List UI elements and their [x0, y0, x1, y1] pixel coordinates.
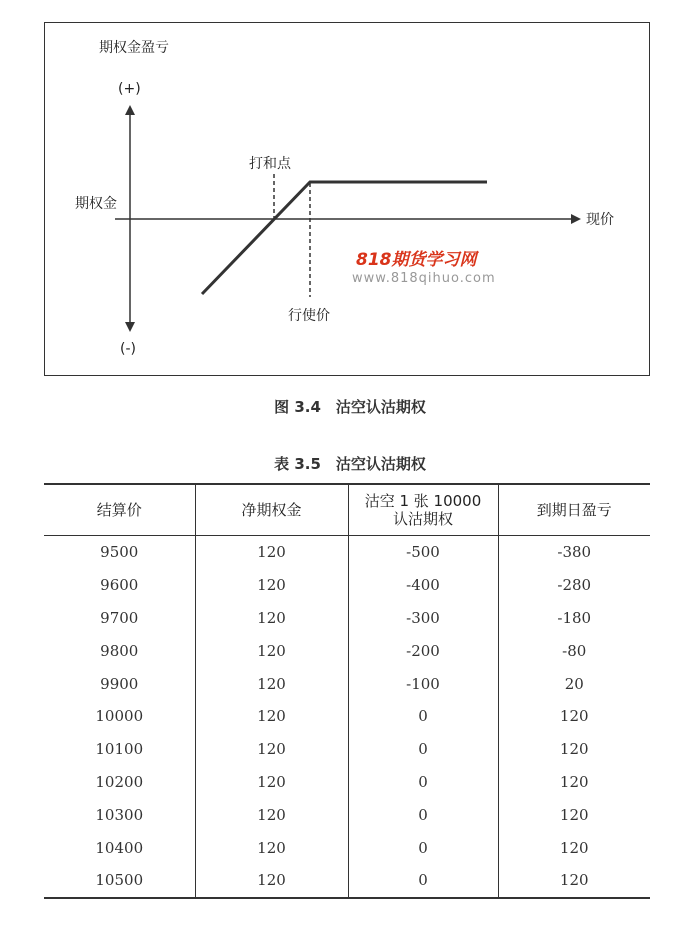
- table-row: [44, 733, 650, 766]
- table-cell: 120: [195, 700, 348, 733]
- table-cell: -400: [348, 569, 498, 602]
- y-axis-title: 期权金盈亏: [99, 40, 169, 56]
- table-cell: 9500: [100, 543, 139, 562]
- column-header: 到期日盈亏: [498, 484, 650, 536]
- table-cell: 120: [498, 798, 650, 831]
- table-title: 表 3.5 沽空认沽期权: [274, 455, 426, 473]
- table-cell: -80: [498, 634, 650, 667]
- table-header-row: [44, 484, 650, 536]
- table-row: [44, 602, 650, 635]
- table-row: [44, 864, 650, 898]
- table-cell: 120: [195, 733, 348, 766]
- table-cell: 120: [498, 864, 650, 898]
- table-cell: 20: [498, 667, 650, 700]
- watermark-logo: 818期货学习网: [356, 250, 477, 270]
- table-cell: 9800: [100, 641, 139, 660]
- table-row: [44, 766, 650, 799]
- x-axis-label: 现价: [586, 212, 614, 228]
- watermark-url: www.818qihuo.com: [352, 271, 496, 286]
- premium-label: 期权金: [75, 196, 117, 212]
- table-cell: 9900: [100, 674, 139, 693]
- table-cell: 10300: [95, 805, 144, 824]
- table-row: [44, 700, 650, 733]
- table-row: [44, 831, 650, 864]
- table-cell: 120: [195, 536, 348, 569]
- plus-label: (+): [118, 81, 141, 97]
- table-cell: -180: [498, 602, 650, 635]
- table-cell: 10100: [95, 740, 144, 759]
- table-cell: 0: [348, 766, 498, 799]
- table-cell: 0: [348, 798, 498, 831]
- table-cell: -300: [348, 602, 498, 635]
- figure-caption: 图 3.4 沽空认沽期权: [274, 398, 426, 416]
- table-row: [44, 634, 650, 667]
- table-cell: 0: [348, 831, 498, 864]
- table-cell: 10000: [95, 707, 144, 726]
- table-cell: 120: [498, 733, 650, 766]
- table-cell: 10500: [44, 864, 195, 898]
- table-cell: 120: [195, 831, 348, 864]
- table-cell: 120: [195, 667, 348, 700]
- table-cell: 120: [195, 569, 348, 602]
- table-cell: 9700: [100, 608, 139, 627]
- column-header: 沽空 1 张 10000 认沽期权: [348, 484, 498, 536]
- table-row: [44, 798, 650, 831]
- table-cell: 0: [348, 700, 498, 733]
- table-cell: -280: [498, 569, 650, 602]
- table-row: [44, 667, 650, 700]
- table-cell: 0: [348, 864, 498, 898]
- minus-label: (-): [120, 341, 136, 357]
- table-cell: -100: [348, 667, 498, 700]
- breakeven-label: 打和点: [249, 156, 291, 172]
- table-cell: -380: [498, 536, 650, 569]
- table-cell: 120: [498, 766, 650, 799]
- table-cell: 10400: [95, 838, 144, 857]
- table-cell: 120: [498, 831, 650, 864]
- table-body: [44, 536, 650, 898]
- payoff-diagram-svg: [45, 23, 651, 377]
- column-header: 结算价: [44, 484, 195, 536]
- table-row: [44, 536, 650, 569]
- table-cell: 120: [195, 798, 348, 831]
- table-cell: 0: [348, 733, 498, 766]
- strike-price-label: 行使价: [288, 308, 330, 324]
- table-cell: 120: [195, 864, 348, 898]
- table-cell: -500: [348, 536, 498, 569]
- table-cell: 9600: [100, 576, 139, 595]
- table-cell: 120: [195, 602, 348, 635]
- table-cell: 120: [195, 634, 348, 667]
- payoff-diagram: [44, 22, 650, 376]
- column-header: 净期权金: [195, 484, 348, 536]
- table-cell: -200: [348, 634, 498, 667]
- table-row: [44, 569, 650, 602]
- table-cell: 120: [195, 766, 348, 799]
- data-table: [44, 483, 650, 899]
- table-cell: 10200: [95, 772, 144, 791]
- table-cell: 120: [498, 700, 650, 733]
